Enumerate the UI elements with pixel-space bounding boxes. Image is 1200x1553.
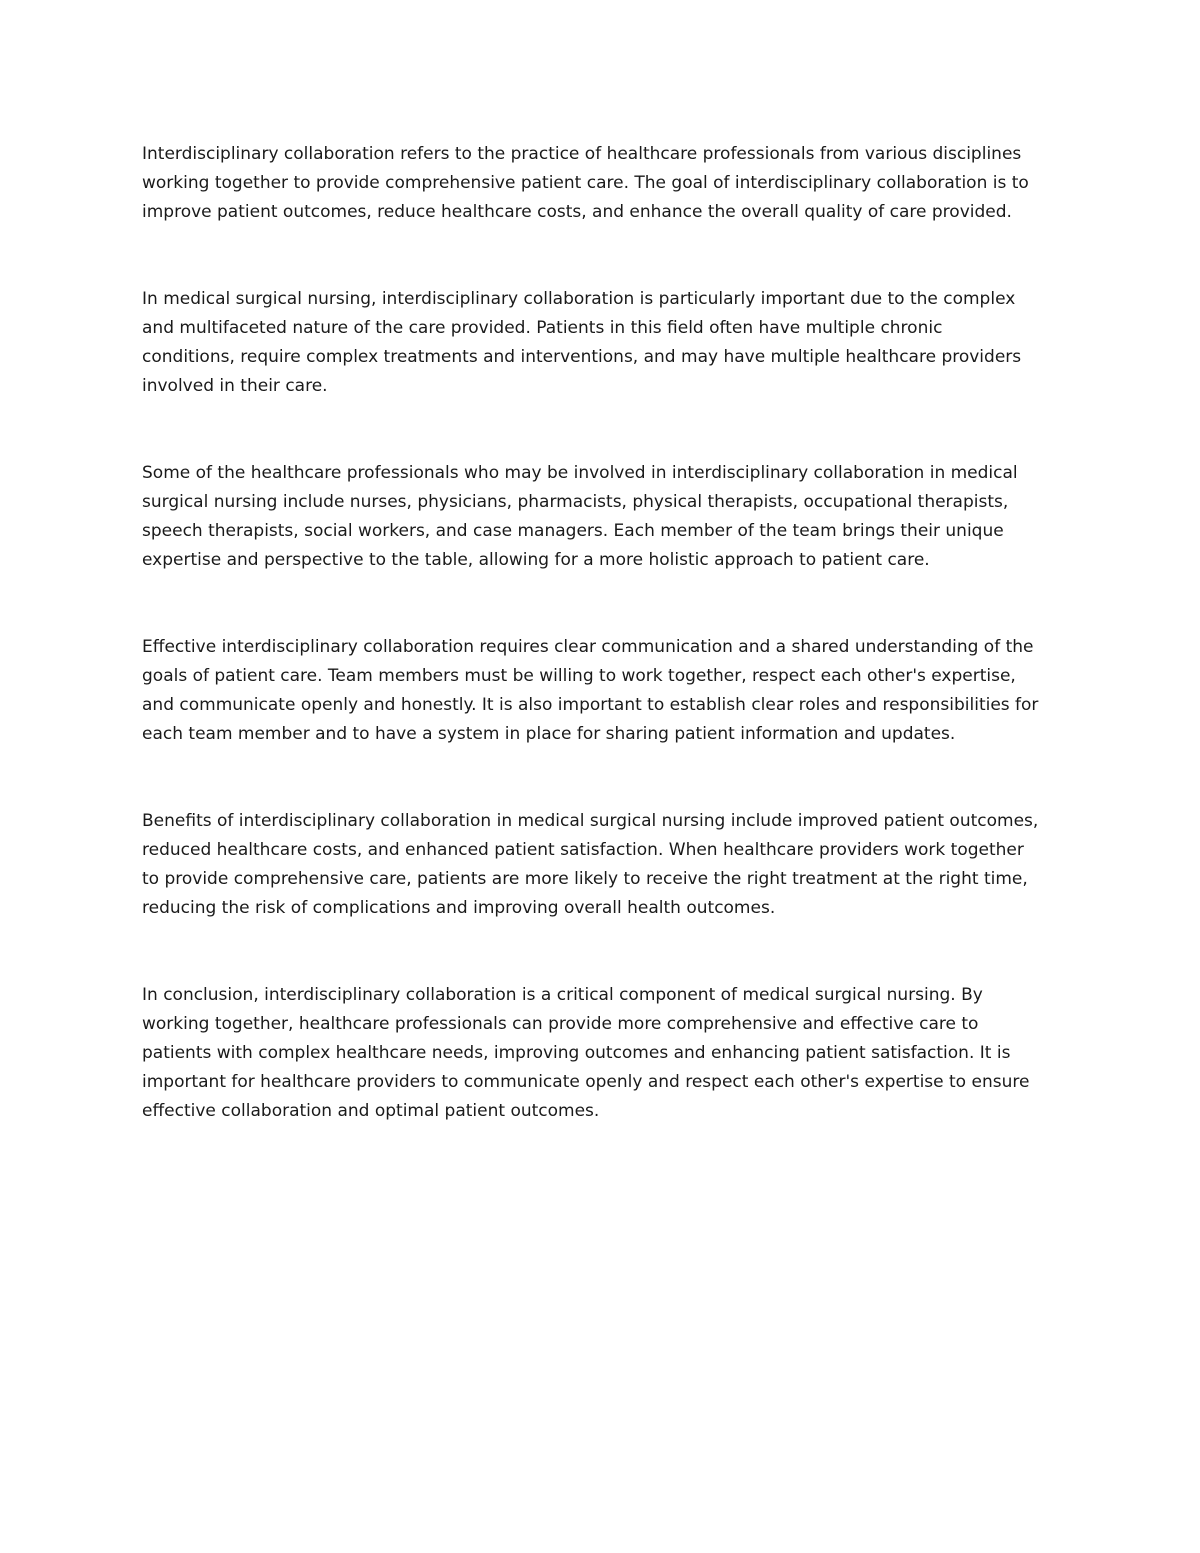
paragraph-line: each team member and to have a system in place for sharing patient information and updates. xyxy=(142,724,956,744)
paragraph-effective-collaboration xyxy=(142,633,1072,749)
paragraph-importance xyxy=(142,285,1072,401)
paragraph-conclusion xyxy=(142,981,1072,1126)
paragraph-line: important for healthcare providers to communicate openly and respect each other's expertise to ensure xyxy=(142,1072,1030,1092)
paragraph-line: to provide comprehensive care, patients are more likely to receive the right treatment at the right time, xyxy=(142,869,1028,889)
paragraph-line: In conclusion, interdisciplinary collaboration is a critical component of medical surgical nursing. By xyxy=(142,985,983,1005)
paragraph-line: and multifaceted nature of the care provided. Patients in this field often have multiple chronic xyxy=(142,318,943,338)
paragraph-line: expertise and perspective to the table, allowing for a more holistic approach to patient care. xyxy=(142,550,930,570)
paragraph-line: involved in their care. xyxy=(142,376,328,396)
document-body xyxy=(142,140,1072,1184)
paragraph-line: conditions, require complex treatments and interventions, and may have multiple healthcare providers xyxy=(142,347,1022,367)
paragraph-line: effective collaboration and optimal patient outcomes. xyxy=(142,1101,600,1121)
paragraph-line: surgical nursing include nurses, physicians, pharmacists, physical therapists, occupational therapists, xyxy=(142,492,1009,512)
paragraph-line: Some of the healthcare professionals who may be involved in interdisciplinary collaboration in medical xyxy=(142,463,1018,483)
paragraph-line: reduced healthcare costs, and enhanced patient satisfaction. When healthcare providers work together xyxy=(142,840,1024,860)
paragraph-line: Effective interdisciplinary collaboration requires clear communication and a shared understanding of the xyxy=(142,637,1034,657)
paragraph-line: In medical surgical nursing, interdisciplinary collaboration is particularly important due to the complex xyxy=(142,289,1016,309)
paragraph-line: patients with complex healthcare needs, improving outcomes and enhancing patient satisfaction. It is xyxy=(142,1043,1011,1063)
paragraph-line: and communicate openly and honestly. It is also important to establish clear roles and responsibilities for xyxy=(142,695,1039,715)
paragraph-line: reducing the risk of complications and improving overall health outcomes. xyxy=(142,898,776,918)
paragraph-line: goals of patient care. Team members must be willing to work together, respect each other's expertise, xyxy=(142,666,1016,686)
paragraph-line: Interdisciplinary collaboration refers to the practice of healthcare professionals from various disciplines xyxy=(142,144,1022,164)
paragraph-line: working together, healthcare professionals can provide more comprehensive and effective care to xyxy=(142,1014,979,1034)
paragraph-line: speech therapists, social workers, and case managers. Each member of the team brings their unique xyxy=(142,521,1004,541)
paragraph-professionals xyxy=(142,459,1072,575)
paragraph-line: improve patient outcomes, reduce healthcare costs, and enhance the overall quality of care provided. xyxy=(142,202,1012,222)
paragraph-line: Benefits of interdisciplinary collaboration in medical surgical nursing include improved patient outcomes, xyxy=(142,811,1039,831)
paragraph-benefits xyxy=(142,807,1072,923)
paragraph-definition xyxy=(142,140,1072,227)
paragraph-line: working together to provide comprehensive patient care. The goal of interdisciplinary collaboration is to xyxy=(142,173,1029,193)
